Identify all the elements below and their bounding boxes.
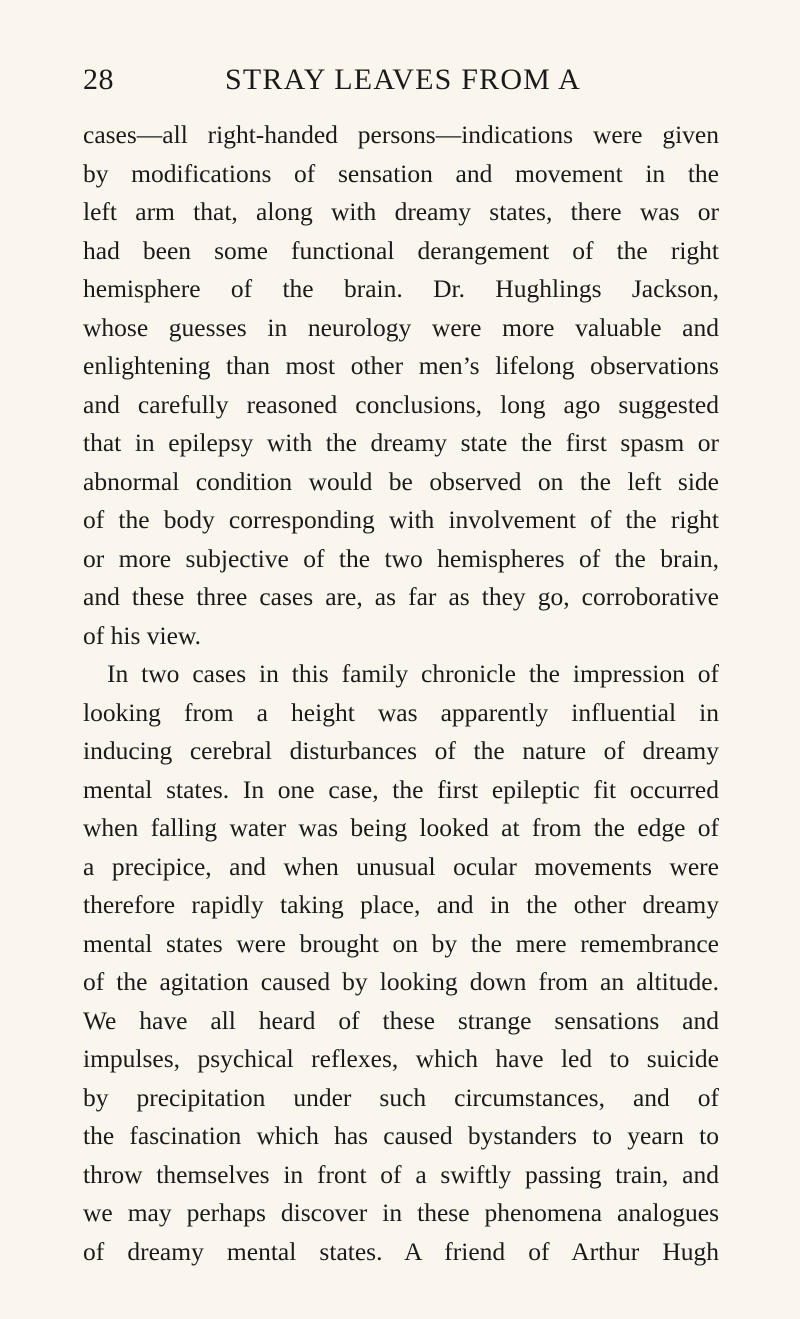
text-line: when falling water was being looked at from the edge of: [83, 813, 719, 842]
paragraph-end-line: of his view.: [83, 620, 202, 650]
text-line: hemisphere of the brain. Dr. Hughlings Jackson,: [83, 274, 719, 303]
text-line: impulses, psychical reflexes, which have led to suicide: [83, 1044, 719, 1073]
text-line: left arm that, along with dreamy states, there was or: [83, 197, 719, 226]
text-line: of the agitation caused by looking down from an altitude.: [83, 967, 719, 996]
text-line: or more subjective of the two hemispheres of the brain,: [83, 543, 719, 573]
text-line: inducing cerebral disturbances of the nature of dreamy: [83, 736, 719, 765]
text-line: cases—all right-handed persons—indications were given: [83, 120, 719, 149]
text-line: that in epilepsy with the dreamy state the first spasm or: [83, 428, 719, 457]
text-line: We have all heard of these strange sensations and: [83, 1005, 719, 1035]
text-line: had been some functional derangement of the right: [83, 235, 719, 265]
text-line: therefore rapidly taking place, and in the other dreamy: [83, 890, 719, 919]
running-head: [83, 60, 723, 100]
text-line: the fascination which has caused bystanders to yearn to: [83, 1121, 719, 1150]
text-line: and these three cases are, as far as they go, corroborative: [83, 582, 719, 611]
text-line: abnormal condition would be observed on the left side: [83, 466, 719, 496]
text-line: of dreamy mental states. A friend of Arthur Hugh: [83, 1236, 719, 1266]
text-line: throw themselves in front of a swiftly passing train, and: [83, 1159, 719, 1189]
text-line: by modifications of sensation and movement in the: [83, 158, 719, 188]
page-number: 28: [83, 63, 114, 96]
text-line: by precipitation under such circumstances, and of: [83, 1082, 719, 1112]
text-line: enlightening than most other men’s lifelong observations: [83, 351, 719, 380]
text-line: a precipice, and when unusual ocular movements were: [83, 851, 719, 881]
text-line: looking from a height was apparently influential in: [83, 697, 719, 727]
text-line: whose guesses in neurology were more valuable and: [83, 312, 719, 342]
text-line: and carefully reasoned conclusions, long ago suggested: [83, 389, 719, 419]
text-line: mental states. In one case, the first epileptic fit occurred: [83, 774, 719, 804]
running-title: STRAY LEAVES FROM A: [225, 63, 581, 96]
text-line: of the body corresponding with involvement of the right: [83, 505, 719, 534]
text-line: we may perhaps discover in these phenomena analogues: [83, 1198, 719, 1227]
paragraph-start-line: In two cases in this family chronicle the impression of: [107, 659, 719, 688]
body-text: [83, 116, 719, 1271]
text-line: mental states were brought on by the mere remembrance: [83, 928, 719, 958]
